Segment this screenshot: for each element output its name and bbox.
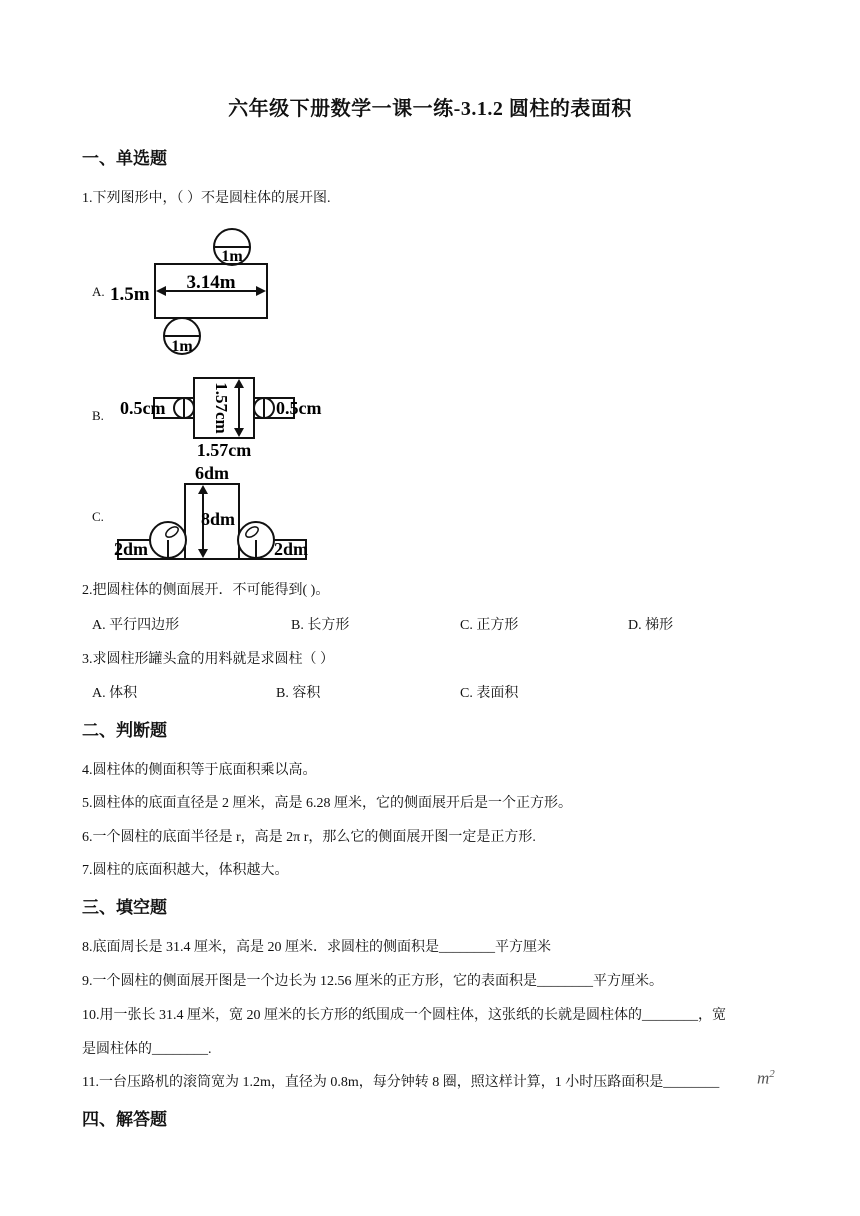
q3-option-c: C. 表面积 — [460, 686, 519, 701]
figure-b-width-label: 1.57cm — [196, 440, 252, 460]
question-9: 9.一个圆柱的侧面展开图是一个边长为 12.56 厘米的正方形，它的表面积是________平方厘米。 — [82, 974, 663, 989]
figure-b-cylinder-net — [118, 374, 333, 460]
q3-option-b: B. 容积 — [276, 686, 321, 701]
section-heading-single-choice: 一、单选题 — [82, 149, 167, 168]
figure-c-left-label: 2dm — [114, 539, 149, 559]
q2-option-c: C. 正方形 — [460, 618, 519, 633]
question-10-line-1: 10.用一张长 31.4 厘米，宽 20 厘米的长方形的纸围成一个圆柱体，这张纸的长就是圆柱体的________，宽 — [82, 1008, 726, 1023]
question-6: 6.一个圆柱的底面半径是 r，高是 2π r，那么它的侧面展开图一定是正方形. — [82, 830, 536, 845]
question-1: 1.下列图形中，（ ）不是圆柱体的展开图. — [82, 191, 331, 206]
figure-a-width-label: 3.14m — [186, 272, 236, 293]
section-heading-solve: 四、解答题 — [82, 1110, 167, 1129]
question-7: 7.圆柱的底面积越大，体积越大。 — [82, 863, 289, 878]
question-4: 4.圆柱体的侧面积等于底面积乘以高。 — [82, 763, 317, 778]
q2-option-b: B. 长方形 — [291, 618, 350, 633]
unit-square-meters: $m^2$ — [757, 1068, 775, 1088]
question-2: 2.把圆柱体的侧面展开．不可能得到( )。 — [82, 583, 330, 598]
section-heading-true-false: 二、判断题 — [82, 721, 167, 740]
figure-a-cylinder-net — [108, 224, 278, 356]
question-11: 11.一台压路机的滚筒宽为 1.2m，直径为 0.8m，每分钟转 8 圈，照这样计算，1 小时压路面积是________ — [82, 1075, 720, 1090]
section-heading-fill-in: 三、填空题 — [82, 898, 167, 917]
q3-option-a: A. 体积 — [92, 686, 138, 701]
option-b-label: B. — [92, 408, 104, 423]
q2-option-a: A. 平行四边形 — [92, 618, 180, 633]
option-c-label: C. — [92, 509, 104, 524]
page-title: 六年级下册数学一课一练-3.1.2 圆柱的表面积 — [228, 98, 632, 120]
q2-option-d: D. 梯形 — [628, 618, 674, 633]
figure-a-bottom-circle-label: 1m — [171, 338, 193, 355]
figure-c-cylinder-net — [112, 462, 322, 562]
question-3: 3.求圆柱形罐头盒的用料就是求圆柱（ ） — [82, 652, 334, 667]
figure-a-height-label: 1.5m — [110, 284, 150, 305]
figure-b-height-label: 1.57cm — [212, 382, 231, 434]
question-5: 5.圆柱体的底面直径是 2 厘米，高是 6.28 厘米，它的侧面展开后是一个正方形。 — [82, 796, 572, 811]
option-a-label: A. — [92, 284, 105, 299]
figure-a-top-circle-label: 1m — [221, 248, 243, 265]
figure-c-right-label: 2dm — [274, 539, 309, 559]
figure-b-left-label: 0.5cm — [120, 398, 166, 418]
figure-c-top-label: 6dm — [194, 463, 230, 483]
question-8: 8.底面周长是 31.4 厘米，高是 20 厘米．求圆柱的侧面积是________平方厘米 — [82, 940, 551, 955]
question-10-line-2: 是圆柱体的________. — [82, 1042, 212, 1057]
figure-b-right-label: 0.5cm — [276, 398, 322, 418]
figure-c-height-label: 8dm — [201, 509, 236, 529]
